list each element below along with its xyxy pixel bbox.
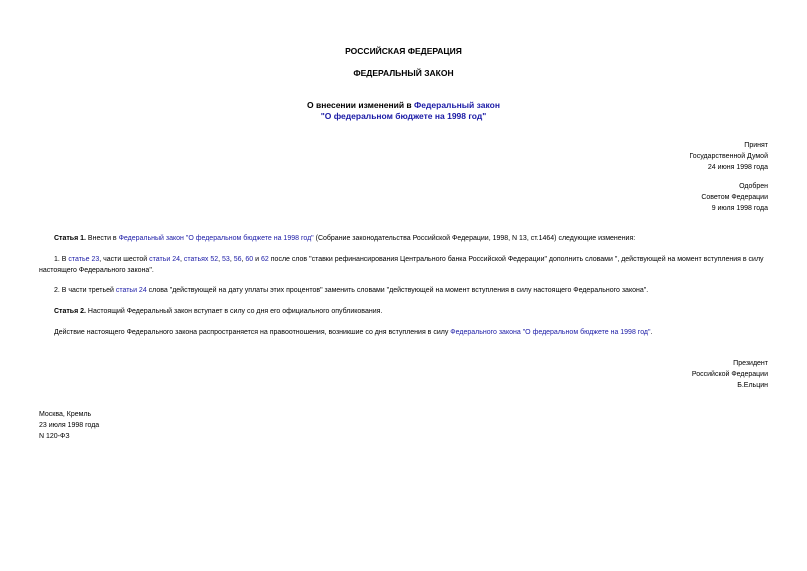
approved-line3: 9 июля 1998 года [711, 205, 768, 212]
link-article-24[interactable]: статьи 24 [149, 256, 180, 263]
article-1 [39, 233, 769, 244]
approved-line1: Одобрен [739, 183, 768, 190]
item1-text: , [218, 256, 223, 263]
adopted-line2: Государственной Думой [689, 153, 768, 160]
link-article-53[interactable]: 53 [222, 256, 230, 263]
link-article-24-item2[interactable]: статьи 24 [115, 287, 147, 294]
article-1-text-b: (Собрание законодательства Российской Федерации, 1998, N 13, ст.1464) следующие изменения: [313, 235, 636, 242]
item1-text: и [253, 256, 262, 263]
approved-line2: Советом Федерации [701, 194, 768, 201]
link-article-60[interactable]: 60 [245, 256, 254, 263]
article-1-label: Статья 1. [54, 235, 86, 242]
link-article-56[interactable]: 56 [233, 256, 242, 263]
effect-paragraph [39, 327, 769, 338]
signature-block [692, 358, 768, 391]
adopted-line3: 24 июня 1998 года [707, 164, 768, 171]
article-1-item-1 [39, 254, 769, 276]
law-title-line2[interactable]: "О федеральном бюджете на 1998 год" [320, 111, 487, 121]
country-heading: РОССИЙСКАЯ ФЕДЕРАЦИЯ [345, 46, 462, 56]
item1-text: , части шестой [99, 256, 150, 263]
link-article-52[interactable]: статьях 52 [183, 256, 219, 263]
signature-line2: Российской Федерации [691, 371, 768, 378]
effect-law-link[interactable]: Федерального закона "О федеральном бюджете на 1998 год" [450, 329, 651, 336]
item1-text: 1. В [54, 256, 69, 263]
signature-line3: Б.Ельцин [737, 382, 768, 389]
approved-block [701, 181, 768, 214]
law-title-prefix: О внесении изменений в [307, 100, 415, 110]
article-1-item-2 [39, 285, 769, 296]
link-article-62[interactable]: 62 [261, 256, 269, 263]
doc-type-heading: ФЕДЕРАЛЬНЫЙ ЗАКОН [353, 68, 454, 78]
link-article-23[interactable]: статье 23 [68, 256, 100, 263]
law-title-line1 [0, 100, 807, 111]
law-title-link[interactable]: Федеральный закон [414, 100, 500, 110]
article-1-text-a: Внести в [85, 235, 119, 242]
signature-line1: Президент [733, 360, 768, 367]
adopted-block [689, 140, 768, 173]
article-1-law-link[interactable]: Федеральный закон "О федеральном бюджете на 1998 год" [118, 235, 314, 242]
law-title [0, 100, 807, 122]
article-2-label: Статья 2. [54, 308, 86, 315]
item1-text: , [241, 256, 246, 263]
article-2 [39, 306, 769, 317]
item1-text: после слов "ставки рефинансирования Центрального банка Российской Федерации" дополнить словами ", действующей на момент вступления в силу настоящего Федерального закона". [39, 256, 764, 274]
effect-text-b: . [650, 329, 653, 336]
adopted-line1: Принят [744, 142, 768, 149]
item1-text: , [180, 256, 184, 263]
article-2-text: Настоящий Федеральный закон вступает в силу со дня его официального опубликования. [85, 308, 383, 315]
place-line: Москва, Кремль [39, 411, 92, 418]
effect-text-a: Действие настоящего Федерального закона распространяется на правоотношения, возникшие со дня вступления в силу [54, 329, 451, 336]
place-date-block [39, 409, 99, 442]
law-number-line: N 120-ФЗ [39, 433, 70, 440]
item2-text: 2. В части третьей [54, 287, 116, 294]
date-line: 23 июля 1998 года [39, 422, 100, 429]
item2-text: слова "действующей на дату уплаты этих процентов" заменить словами "действующей на момент вступления в силу настоящего Федерального закона". [146, 287, 649, 294]
item1-text: , [229, 256, 234, 263]
